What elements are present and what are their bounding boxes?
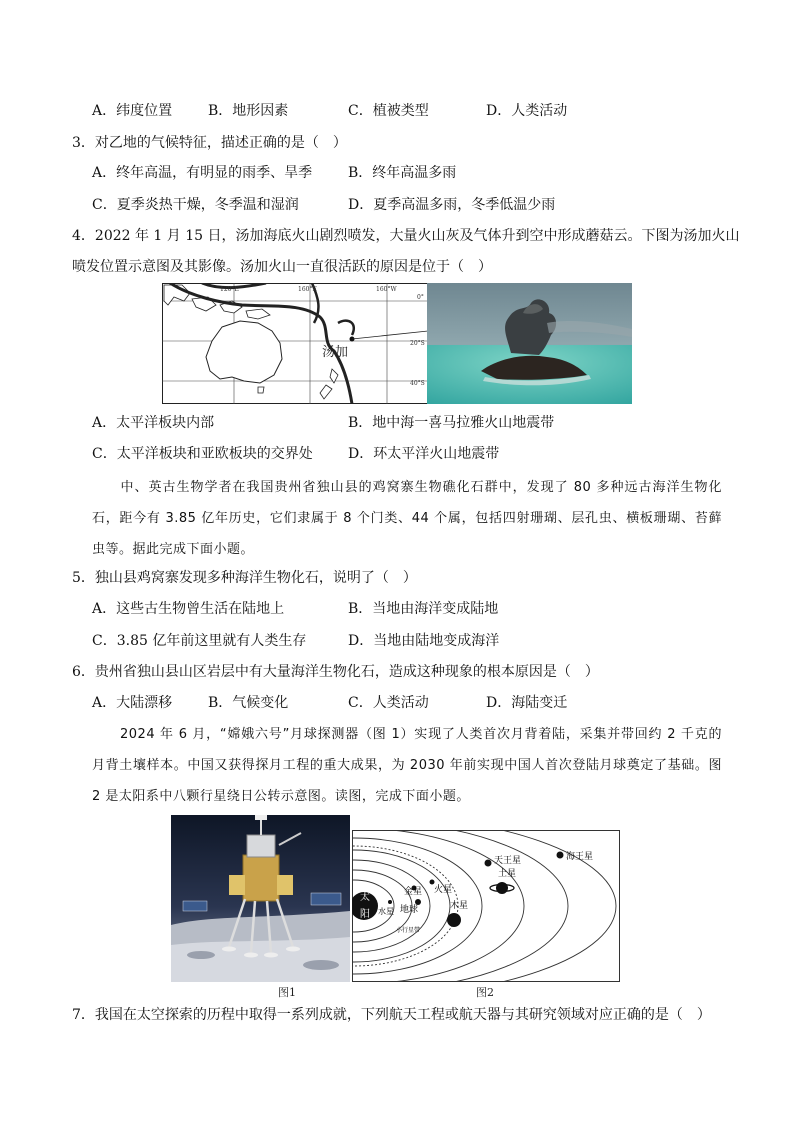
q6-option-a: A．大陆漂移 — [92, 695, 173, 711]
q6-option-c: C．人类活动 — [348, 695, 429, 711]
lat-40s-label: 40°S — [410, 380, 425, 387]
q5-option-c: C．3.85 亿年前这里就有人类生存 — [92, 633, 307, 649]
saturn-label: 土星 — [498, 869, 517, 879]
q5-stem: 5．独山县鸡窝寨发现多种海洋生物化石，说明了（ ） — [72, 570, 417, 586]
figure1-caption: 图1 — [278, 986, 296, 999]
passage-change6-text: 2024 年 6 月，“嫦娥六号”月球探测器（图 1）实现了人类首次月背着陆，采集并带回约 2 千克的月背土壤样本。中国又获得探月工程的重大成果，为 2030 年前实现中国人首次登陆月球奠定了基础。图 2 是太阳系中八颗行星绕日公转示意图。读图，完成下面小题。 — [92, 727, 722, 804]
q3-option-a: A．终年高温，有明显的雨季、旱季 — [92, 165, 313, 181]
tonga-label: 汤加 — [322, 345, 349, 360]
q5-option-d: D．当地由陆地变成海洋 — [348, 633, 500, 649]
q4-option-b: B．地中海一喜马拉雅火山地震带 — [348, 415, 555, 431]
asteroid-belt-label: 小行星带 — [396, 927, 421, 934]
jupiter-label: 木星 — [450, 901, 469, 911]
lon-160w-label: 160°W — [376, 286, 397, 293]
figure2-caption: 图2 — [476, 986, 494, 999]
lon-160e-label: 160°E — [298, 286, 317, 293]
neptune-label: 海王星 — [566, 852, 594, 862]
q2-option-a: A．纬度位置 — [92, 103, 173, 119]
mercury-label: 水星 — [378, 907, 394, 916]
q4-option-c: C．太平洋板块和亚欧板块的交界处 — [92, 446, 313, 462]
saturn-dot — [496, 882, 508, 894]
q4-option-d: D．环太平洋火山地震带 — [348, 446, 500, 462]
passage-change6 — [92, 719, 722, 812]
q2-option-d: D．人类活动 — [486, 103, 568, 119]
tonga-location-map — [162, 283, 428, 404]
solar-system-diagram — [352, 830, 620, 982]
uranus-dot — [485, 860, 492, 867]
q5-option-b: B．当地由海洋变成陆地 — [348, 601, 499, 617]
passage-fossils-text: 中、英古生物学者在我国贵州省独山县的鸡窝寨生物礁化石群中，发现了 80 多种远古海洋生物化石，距今有 3.85 亿年历史，它们隶属于 8 个门类、44 个属，包括四射珊瑚、层孔虫、横板珊瑚、苔藓虫等。据此完成下面小题。 — [92, 480, 722, 557]
mercury-dot — [388, 900, 392, 904]
volcano-eruption-photo — [427, 283, 632, 404]
earth-label: 地球 — [400, 905, 419, 915]
q6-option-b: B．气候变化 — [208, 695, 289, 711]
passage-fossils — [92, 472, 722, 565]
q6-stem: 6．贵州省独山县山区岩层中有大量海洋生物化石，造成这种现象的根本原因是（ ） — [72, 664, 599, 680]
q3-option-d: D．夏季高温多雨，冬季低温少雨 — [348, 197, 556, 213]
sun-label-1: 太 — [360, 892, 370, 903]
q2-option-c: C．植被类型 — [348, 103, 429, 119]
mars-label: 火星 — [434, 885, 453, 895]
q7-stem: 7．我国在太空探索的历程中取得一系列成就，下列航天工程或航天器与其研究领域对应正确的是（ ） — [72, 1007, 711, 1023]
q5-option-a: A．这些古生物曾生活在陆地上 — [92, 601, 285, 617]
lat-20s-label: 20°S — [410, 340, 425, 347]
q2-option-b: B．地形因素 — [208, 103, 289, 119]
q3-option-c: C．夏季炎热干燥，冬季温和湿润 — [92, 197, 299, 213]
q4-option-a: A．太平洋板块内部 — [92, 415, 215, 431]
q4-stem-line1: 4．2022 年 1 月 15 日，汤加海底火山剧烈喷发，大量火山灰及气体升到空中形成蘑菇云。下图为汤加火山 — [72, 228, 740, 244]
sun-label-2: 阳 — [360, 909, 370, 920]
lon-120e-label: 120°E — [220, 286, 239, 293]
lat-0-label: 0° — [417, 294, 424, 301]
change6-lander-photo — [171, 815, 350, 982]
mars-dot — [430, 880, 435, 885]
jupiter-dot — [447, 913, 461, 927]
uranus-label: 天王星 — [494, 856, 522, 866]
q4-stem-line2: 喷发位置示意图及其影像。汤加火山一直很活跃的原因是位于（ ） — [72, 259, 492, 275]
q3-option-b: B．终年高温多雨 — [348, 165, 457, 181]
venus-label: 金星 — [404, 887, 423, 897]
q3-stem: 3．对乙地的气候特征，描述正确的是（ ） — [72, 135, 347, 151]
neptune-dot — [557, 852, 564, 859]
q6-option-d: D．海陆变迁 — [486, 695, 568, 711]
